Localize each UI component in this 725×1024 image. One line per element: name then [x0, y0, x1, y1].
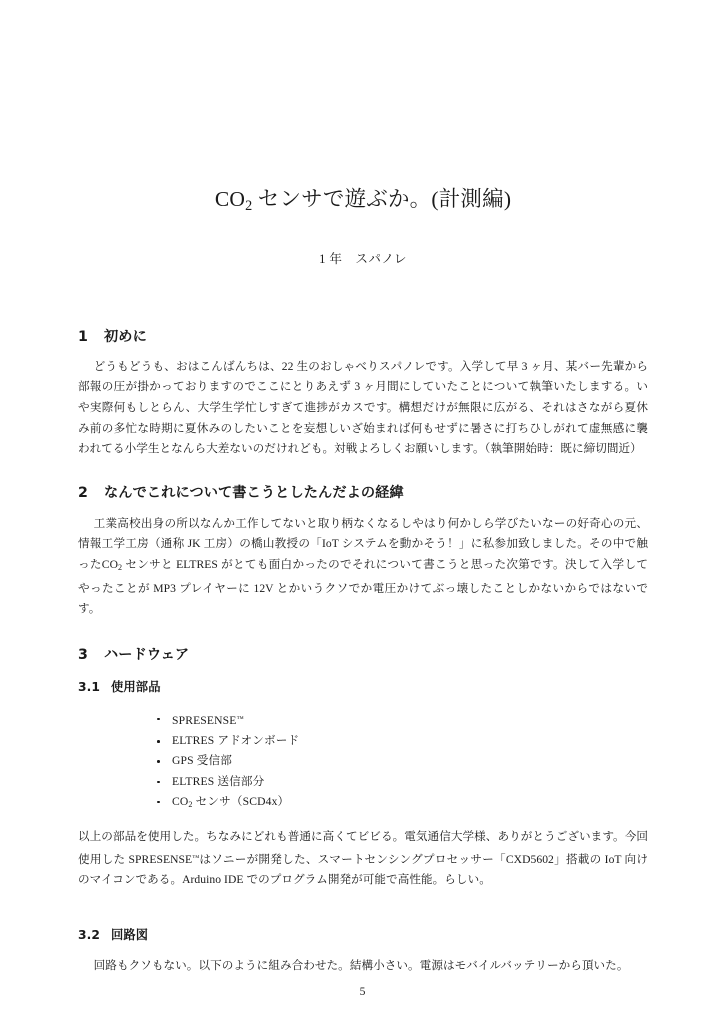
list-item	[155, 731, 648, 751]
subsection-heading-3-1	[78, 680, 648, 695]
list-item-text: GPS 受信部	[172, 754, 232, 768]
spacer	[78, 620, 648, 647]
list-item-text: CO	[172, 794, 189, 808]
spacer	[78, 815, 648, 827]
page-content	[78, 0, 648, 976]
section-heading-2	[78, 485, 648, 502]
section-number-1: 1	[78, 328, 88, 345]
subsection-number-3-1: 3.1	[78, 679, 101, 694]
section-number-3: 3	[78, 646, 88, 663]
subsection-title-3-1: 使用部品	[111, 679, 161, 694]
section-heading-3	[78, 647, 648, 664]
co2-subscript: 2	[118, 563, 123, 573]
subsection-number-3-2: 3.2	[78, 928, 101, 942]
subsection-3-1-paragraph-part2: はソニーが開発した、スマートセンシングプロセッサー「CXD5602」搭載の IoT 向けのマイコンである。Arduino IDE でのプログラム開発が可能で高性能。らしい。	[78, 852, 648, 887]
section-2-paragraph-part2: センサと ELTRES がとても面白かったのでそれについて書こうと思った次第です。決して入学してやったことが MP3 プレイヤーに 12V とかいうクソでか電圧かけてぶっ壊したことしかないからではないです。	[78, 557, 648, 616]
parts-list	[78, 709, 648, 816]
document-title-prefix: CO	[214, 187, 246, 211]
section-heading-1	[78, 329, 648, 346]
section-number-2: 2	[78, 484, 88, 501]
document-author: 1 年 スパノレ	[319, 251, 407, 266]
list-item-text: ELTRES アドオンボード	[172, 733, 300, 747]
section-title-1: 初めに	[104, 328, 147, 345]
spacer	[78, 502, 648, 514]
list-item-text: ELTRES 送信部分	[172, 774, 265, 788]
spacer	[78, 267, 648, 329]
subsection-heading-3-2	[78, 928, 648, 943]
document-title-subscript: 2	[245, 197, 253, 214]
spacer	[78, 891, 648, 928]
spacer	[78, 664, 648, 680]
page-number: 5	[359, 985, 366, 998]
section-2-paragraph-part1: 工業高校出身の所以なんか工作してないと取り柄なくなるしやはり何かしら学びたいなーの好奇心の元、情報工学工房（通称 JK 工房）の橋山教授の「IoT システムを動かそう！」に私参加致しました。その中で触った	[78, 516, 648, 571]
section-title-3: ハードウェア	[104, 646, 190, 663]
list-item	[155, 792, 648, 815]
section-2-paragraph	[78, 514, 648, 620]
document-title	[78, 0, 648, 216]
trademark-icon: ™	[192, 853, 200, 862]
spacer	[78, 460, 648, 485]
spacer	[78, 943, 648, 956]
list-item	[155, 751, 648, 771]
list-item	[155, 772, 648, 792]
trademark-icon: ™	[236, 714, 244, 723]
subsection-3-1-paragraph	[78, 827, 648, 891]
list-item-suffix: センサ（SCD4x）	[192, 794, 290, 808]
subsection-3-2-paragraph: 回路もクソもない。以下のように組み合わせた。結構小さい。電源はモバイルバッテリーから頂いた。	[93, 958, 629, 972]
subsection-3-1-paragraph-part1: 以上の部品を使用した。ちなみにどれも普通に高くてビビる。電気通信大学様、ありがとうございます。今回使用した SPRESENSE	[78, 830, 648, 866]
spacer	[78, 695, 648, 709]
list-item-subscript: 2	[188, 799, 193, 809]
section-title-2: なんでこれについて書こうとしたんだよの経緯	[104, 484, 404, 501]
co2-prefix: CO	[101, 557, 119, 571]
subsection-title-3-2: 回路図	[111, 928, 149, 942]
list-item	[155, 709, 648, 731]
document-title-rest: センサで遊ぶか。(計測編)	[252, 187, 512, 211]
section-1-paragraph: どうもどうも、おはこんばんちは、22 生のおしゃべりスパノレです。入学して早 3 ヶ月、某バー先輩から部報の圧が掛かっておりますのでここにとりあえず 3 ヶ月間にしていたことについて執筆いたしまする。いや実際何もしとらん、大学生学忙しすぎて進捗がカスです。構想だけが無限に広がる、それはさながら夏休み前の多忙な時期に夏休みのしたいことを妄想しいざ始まれば何もせずに暑さに打ちひしがれて虚無感に襲われてる小学生となんら大差ないのだけれども。対戦よろしくお願いします。（執筆開始時：既に締切間近）	[78, 359, 648, 456]
spacer	[78, 346, 648, 357]
list-item-text: SPRESENSE	[172, 713, 237, 727]
